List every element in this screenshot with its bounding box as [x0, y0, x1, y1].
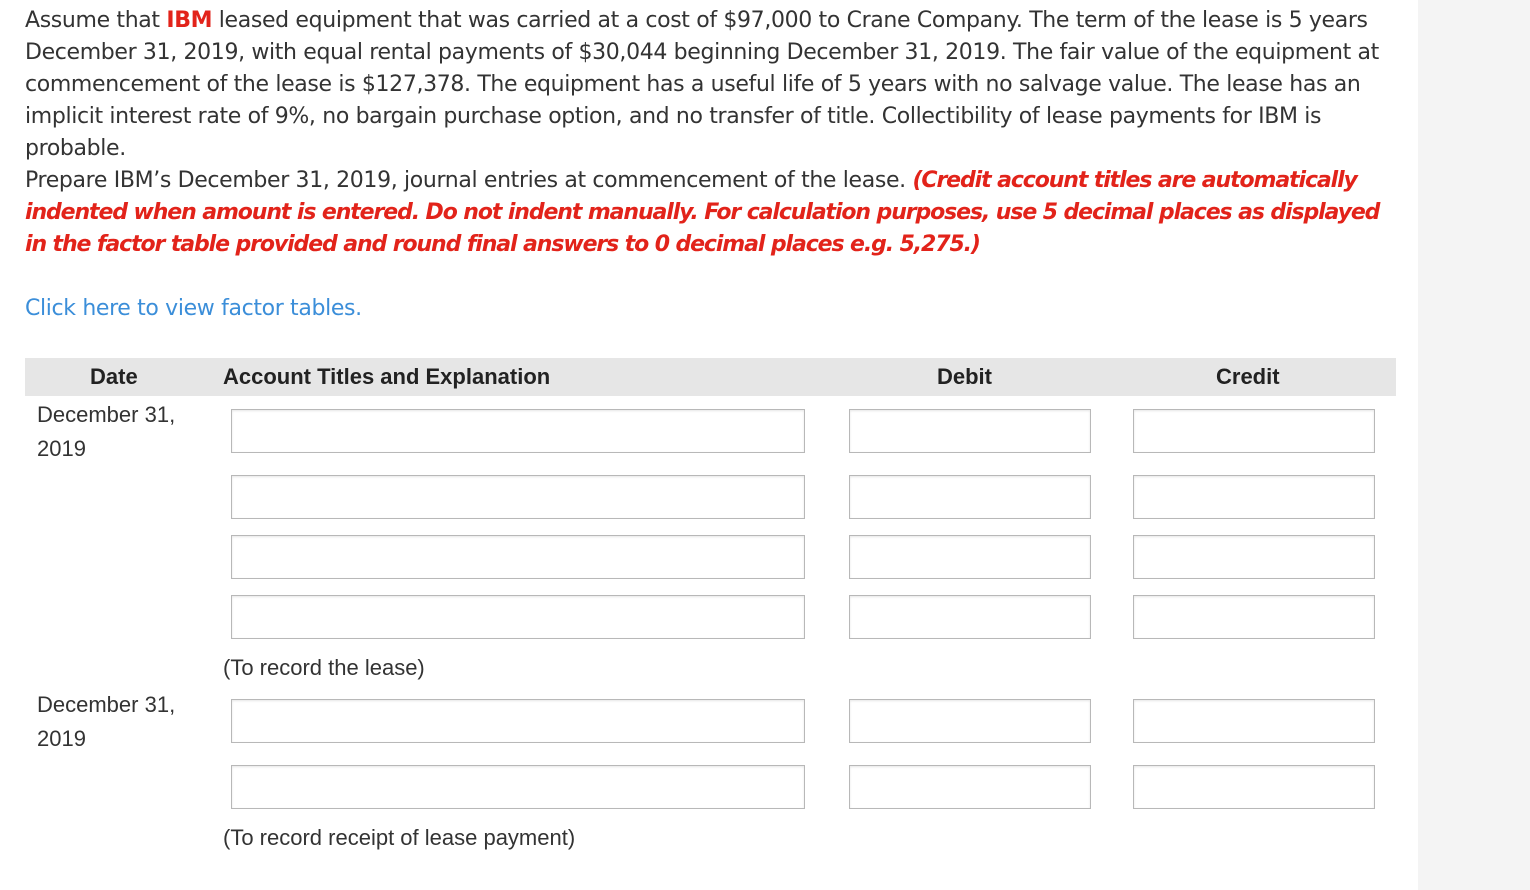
entry-2-date [37, 688, 175, 756]
entry-1-row-4-credit-input[interactable] [1133, 595, 1375, 639]
account-column-header: Account Titles and Explanation [223, 364, 551, 389]
entry-2-row-1-account-input[interactable] [231, 699, 805, 743]
entry-2-row-2-credit-input[interactable] [1133, 765, 1375, 809]
entry-1-row-1-account-input[interactable] [231, 409, 805, 453]
problem-text-rest: leased equipment that was carried at a cost of $97,000 to Crane Company. The term of the lease is 5 years December 31, 2019, with equal rental payments of $30,044 beginning December 31, 2019. The fair value of the equipment at commencement of the lease is $127,378. The equipment has a useful life of 5 years with no salvage value. The lease has an implicit interest rate of 9%, no bargain purchase option, and no transfer of title. Collectibility of lease payments for IBM is probable. [25, 8, 1379, 161]
entry-1-row-4-debit-input[interactable] [849, 595, 1091, 639]
entry-1-date [37, 398, 175, 466]
entry-1-row-2-account-input[interactable] [231, 475, 805, 519]
instruction-note: (Credit account titles are automatically indented when amount is entered. Do not indent manually. For calculation purposes, use 5 decimal places as displayed in the factor table provided and round final answers to 0 decimal places e.g. 5,275.) [25, 168, 1380, 257]
entry-2-date-line2: 2019 [37, 726, 86, 751]
entry-2-row-2-debit-input[interactable] [849, 765, 1091, 809]
entry-1-row-2-credit-input[interactable] [1133, 475, 1375, 519]
entry-1-explanation: (To record the lease) [223, 655, 425, 680]
problem-text-start: Assume that [25, 8, 167, 33]
entry-1-row-3-account-input[interactable] [231, 535, 805, 579]
entry-2-row-1-credit-input[interactable] [1133, 699, 1375, 743]
entry-2-date-line1: December 31, [37, 692, 176, 717]
date-column-header: Date [90, 364, 138, 389]
factor-tables-link[interactable]: Click here to view factor tables. [25, 296, 362, 321]
entry-2-explanation: (To record receipt of lease payment) [223, 825, 576, 850]
entry-1-row-3-debit-input[interactable] [849, 535, 1091, 579]
entry-1-row-4-account-input[interactable] [231, 595, 805, 639]
instruction [25, 165, 1405, 261]
debit-column-header: Debit [937, 364, 992, 389]
company-name: IBM [166, 8, 213, 33]
instruction-prompt: Prepare IBM’s December 31, 2019, journal entries at commencement of the lease. [25, 168, 913, 193]
entry-1-row-1-credit-input[interactable] [1133, 409, 1375, 453]
entry-1-row-1-debit-input[interactable] [849, 409, 1091, 453]
right-side-panel [1418, 0, 1530, 890]
entry-2-row-1-debit-input[interactable] [849, 699, 1091, 743]
entry-1-row-2-debit-input[interactable] [849, 475, 1091, 519]
entry-1-date-line2: 2019 [37, 436, 86, 461]
entry-1-row-3-credit-input[interactable] [1133, 535, 1375, 579]
credit-column-header: Credit [1216, 364, 1280, 389]
entry-2-row-2-account-input[interactable] [231, 765, 805, 809]
problem-statement [25, 5, 1405, 165]
entry-1-date-line1: December 31, [37, 402, 176, 427]
